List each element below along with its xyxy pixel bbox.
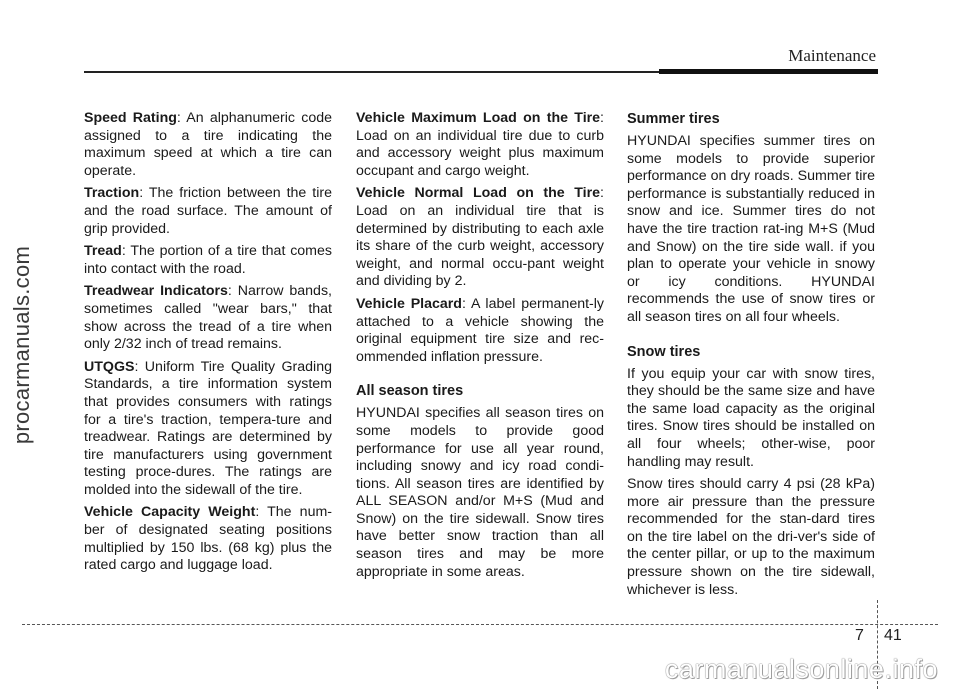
header-rule	[84, 71, 660, 73]
definition-tread	[84, 243, 332, 278]
definition-text: : The friction between the tire and the road surface. The amount of grip provided.	[84, 185, 332, 237]
definition-utqgs	[84, 359, 332, 500]
page-number: 41	[884, 627, 902, 644]
definition-traction	[84, 185, 332, 238]
definition-text: : Load on an individual tire due to curb and accessory weight plus maximum occupant and cargo weight.	[356, 110, 604, 179]
definition-text: : The num-ber of designated seating positions multiplied by 150 lbs. (68 kg) plus the rated cargo and luggage load.	[84, 504, 333, 574]
column-1	[84, 110, 332, 580]
chapter-number: 7	[855, 627, 864, 644]
header-rule-accent	[659, 69, 878, 74]
term: Treadwear Indicators	[84, 283, 228, 300]
definition-vehicle-placard	[356, 296, 604, 366]
definition-text: : Load on an individual tire that is determined by distributing to each axle its share of the curb weight, accessory weight, and normal occu-pant weight and dividing by 2.	[356, 185, 604, 290]
definition-text: : An alphanumeric code assigned to a tire indicating the maximum speed at which a tire can operate.	[84, 110, 332, 179]
term: UTQGS	[84, 358, 135, 375]
term: Vehicle Placard	[356, 295, 462, 312]
heading-summer-tires: Summer tires	[627, 111, 720, 127]
definition-treadwear-indicators	[84, 283, 332, 353]
side-watermark-text: procarmanuals.com	[9, 245, 35, 444]
definition-vehicle-maximum-load	[356, 110, 604, 180]
term: Vehicle Maximum Load on the Tire	[356, 110, 601, 126]
definition-text: : Uniform Tire Quality Grading Standards, a tire information system that provides consumers with ratings for a tire's traction, tempera-ture and treadwear. Ratings are determined by tire manufacturers using government testing proce-dures. The ratings are molded into the sidewall of the tire.	[84, 358, 332, 498]
paragraph-summer-tires: HYUNDAI specifies summer tires on some models to provide superior performance on dry roads. Summer tire performance is substantially reduced in snow and ice. Summer tires do not have the tire traction rat-ing M+S (Mud and Snow) on the tire side wall. if you plan to operate your vehicle in snowy or icy conditions. HYUNDAI recommends the use of snow tires or all season tires on all four wheels.	[627, 133, 875, 325]
definition-text: : A label permanent-ly attached to a vehicle showing the original equipment tire size and rec-ommended inflation pressure.	[356, 295, 605, 365]
footer-rule	[22, 624, 938, 625]
term: Tread	[84, 243, 122, 260]
definition-vehicle-normal-load	[356, 185, 604, 291]
definition-text: : Narrow bands, sometimes called "wear bars," that show across the tread of a tire when only 2/32 inch of tread remains.	[84, 283, 332, 353]
definition-speed-rating	[84, 110, 332, 180]
heading-all-season-tires: All season tires	[356, 383, 464, 400]
definition-text: : The portion of a tire that comes into contact with the road.	[84, 243, 332, 277]
bottom-watermark: carmanualsonline.info	[664, 654, 938, 684]
heading-snow-tires: Snow tires	[627, 343, 701, 360]
column-2	[356, 110, 604, 586]
paragraph-snow-tires-1: If you equip your car with snow tires, they should be the same size and have the same load capacity as the original tires. Snow tires should be installed on all four wheels; other-wise, poor handling may result.	[627, 365, 875, 470]
paragraph-all-season-tires: HYUNDAI specifies all season tires on some models to provide good performance for use all year round, including snowy and icy road condi-tions. All season tires are identified by ALL SEASON and/or M+S (Mud and Snow) on the tire sidewall. Snow tires have better snow traction than all season tires and may be more appropriate in some areas.	[356, 405, 604, 580]
term: Traction	[84, 185, 140, 202]
section-title: Maintenance	[788, 46, 876, 65]
term: Vehicle Capacity Weight	[84, 504, 256, 521]
paragraph-snow-tires-2: Snow tires should carry 4 psi (28 kPa) more air pressure than the pressure recommended for the stan-dard tires on the tire label on the dri-ver's side of the center pillar, or up to the maximum pressure shown on the tire sidewall, whichever is less.	[627, 476, 875, 598]
definition-vehicle-capacity-weight	[84, 504, 332, 574]
term: Speed Rating	[84, 110, 177, 126]
column-3	[627, 110, 875, 604]
side-watermark	[2, 0, 42, 689]
term: Vehicle Normal Load on the Tire	[356, 185, 601, 202]
